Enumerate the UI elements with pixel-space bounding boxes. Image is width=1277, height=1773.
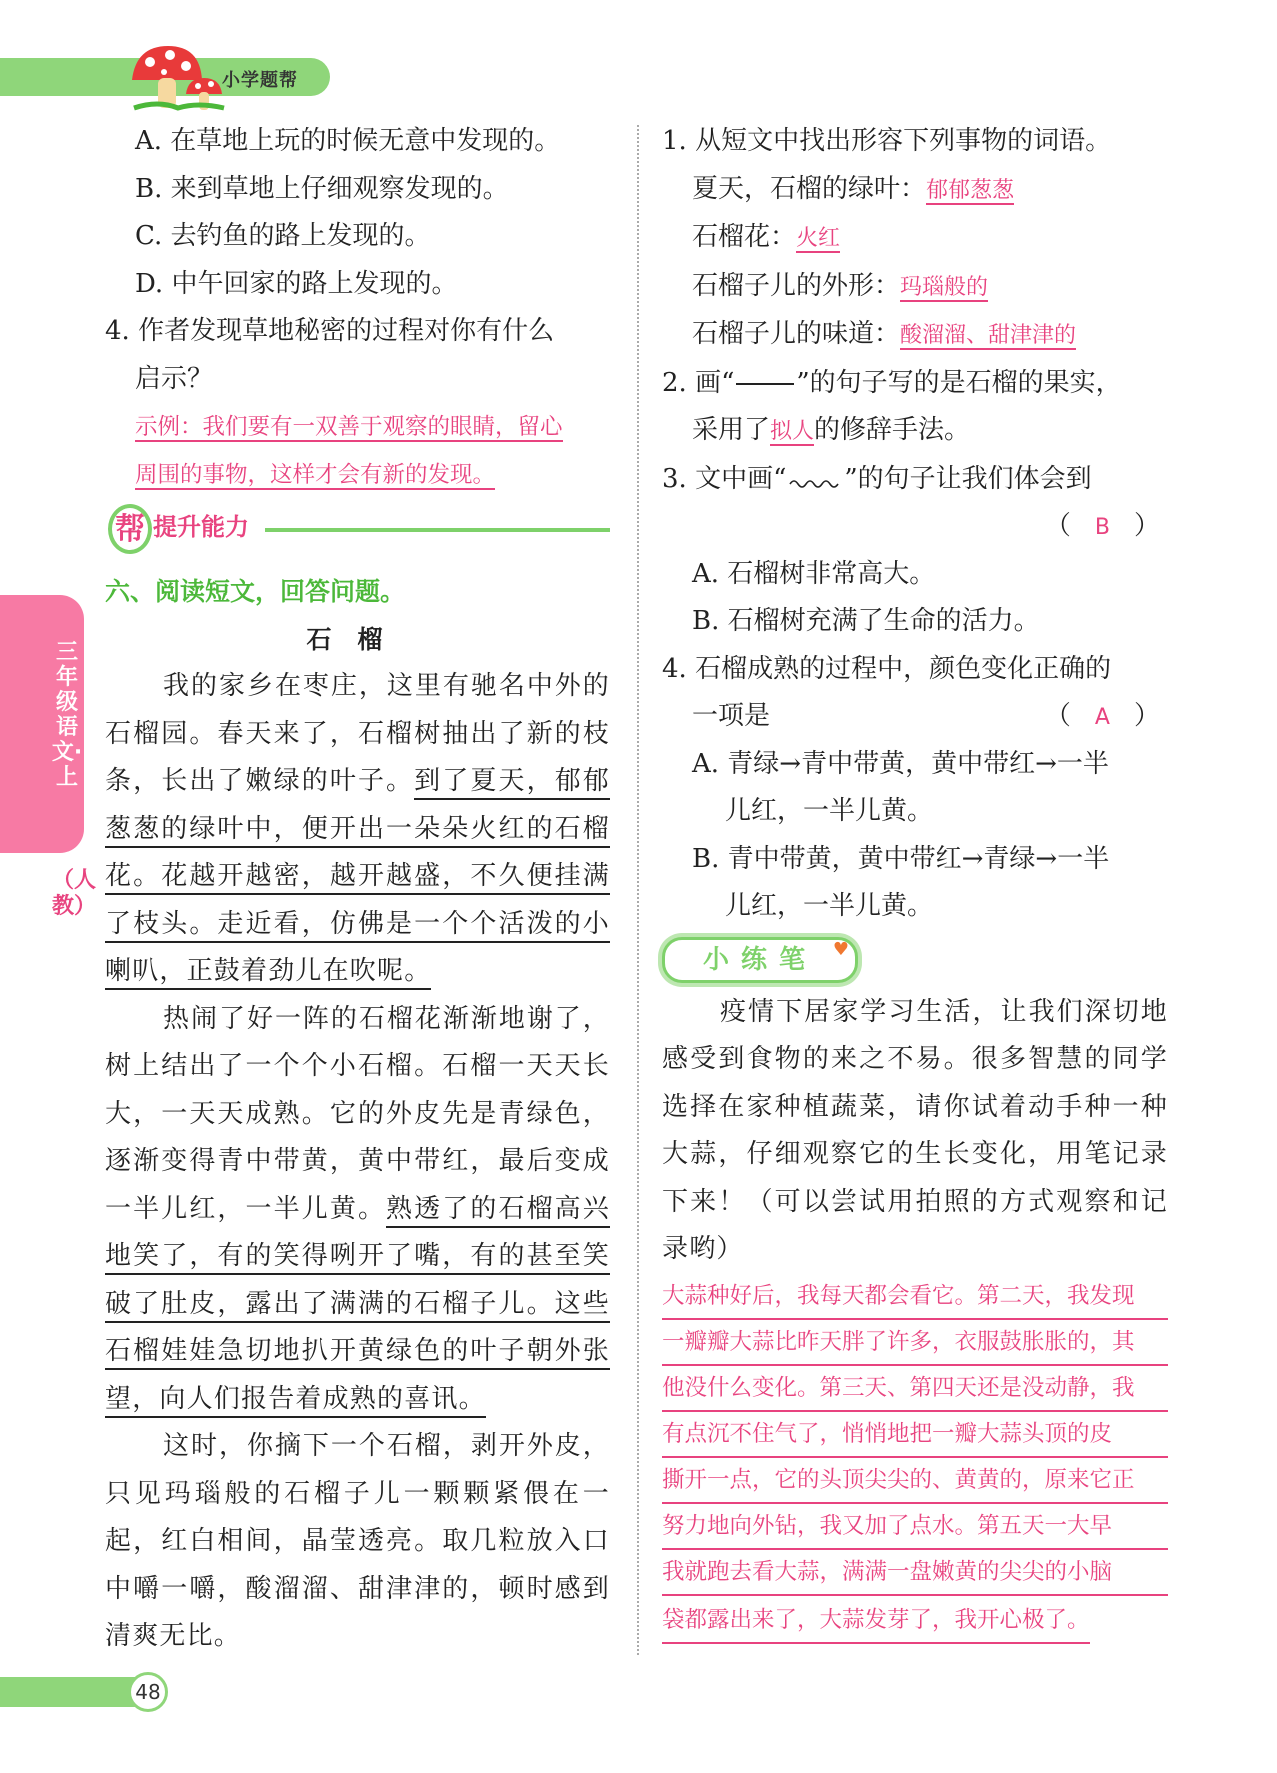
question-3-option-a: A. 石榴树非常高大。: [692, 558, 936, 589]
article-paragraph-3: 这时，你摘下一个石榴，剥开外皮，只见玛瑙般的石榴子儿一颗颗紧偎在一起，红白相间，晶莹透亮。取几粒放入口中嚼一嚼，酸溜溜、甜津津的，顿时感到清爽无比。: [105, 1431, 610, 1651]
question-2-pre: 2. 画“: [662, 367, 735, 398]
question-4-option-b-line1: B. 青中带黄，黄中带红→青绿→一半: [692, 843, 1110, 874]
task-heading: 六、阅读短文，回答问题。: [105, 577, 406, 606]
question-2-line2-post: 的修辞手法。: [814, 415, 971, 445]
section-header: [105, 498, 610, 568]
question-2-line2: [662, 407, 1168, 456]
item-label: 夏天，石榴的绿叶：: [692, 173, 927, 204]
heart-icon: ♥: [832, 938, 862, 960]
item-answer: 玛瑙般的: [900, 274, 989, 300]
page-number: 48: [128, 1672, 168, 1712]
practice-prompt: 疫情下居家学习生活，让我们深切地感受到食物的来之不易。很多智慧的同学选择在家种植蔬菜，请你试着动手种一种大蒜，仔细观察它的生长变化，用笔记录下来！（可以尝试用拍照的方式观察和记录哟）: [662, 996, 1168, 1264]
item-answer: 酸溜溜、甜津津的: [900, 323, 1077, 348]
item-answer: 郁郁葱葱: [926, 177, 1015, 203]
question-3-option-b: B. 石榴树充满了生命的活力。: [692, 606, 1040, 636]
item-label: 石榴子儿的外形：: [692, 270, 901, 301]
practice-header: [662, 931, 1168, 989]
section-rule: [265, 528, 610, 532]
question-4-option-a-line1: A. 青绿→青中带黄，黄中带红→一半: [692, 748, 1109, 779]
question-4-line1: 4. 作者发现草地秘密的过程对你有什么: [105, 316, 555, 346]
question-4-answer-line1: 示例：我们要有一双善于观察的眼睛，留心: [135, 414, 563, 440]
practice-answer-line: 努力地向外钻，我又加了点水。第五天一大早: [662, 1504, 1168, 1550]
grade-label: 三年级语文·上: [51, 640, 83, 790]
question-4-line2: [662, 693, 1168, 741]
article-paragraph-1: [105, 663, 610, 996]
question-2-answer: 拟人: [770, 419, 815, 444]
question-4-option-a-line2: 儿红，一半儿黄。: [725, 796, 934, 826]
paragraph-1-text: 我的家乡在枣庄，这里有驰名中外的石榴园。春天来了，石榴树抽出了新的枝条，长出了嫩绿的叶子。: [105, 671, 610, 796]
wavy-underline-sample: [788, 470, 842, 490]
question-4-option-b-line2: 儿红，一半儿黄。: [725, 891, 934, 921]
question-3-stem: [662, 456, 1168, 504]
practice-badge: [662, 937, 862, 983]
question-1-item: [662, 263, 1168, 312]
right-column: [662, 118, 1168, 1644]
paren-close: ）: [1133, 701, 1160, 731]
practice-answer-line: 大蒜种好后，我每天都会看它。第二天，我发现: [662, 1274, 1168, 1320]
straight-underline-sample: [736, 383, 794, 385]
question-2-line1: [662, 360, 1168, 408]
paragraph-2-underlined-text: 熟透了的石榴高兴地笑了，有的笑得咧开了嘴，有的甚至笑破了肚皮，露出了满满的石榴子儿。这些石榴娃娃急切地扒开黄绿色的叶子朝外张望，向人们报告着成熟的喜讯。: [105, 1194, 610, 1418]
practice-answer-line: 撕开一点，它的头顶尖尖的、黄黄的，原来它正: [662, 1458, 1168, 1504]
question-3-answer: B: [1094, 515, 1110, 540]
practice-badge-label: 小练笔: [703, 944, 818, 975]
edition-label: （人教）: [52, 868, 97, 919]
question-4-line2: 启示？: [135, 363, 214, 394]
question-1-stem: 1. 从短文中找出形容下列事物的词语。: [662, 126, 1112, 156]
question-4-line1: 4. 石榴成熟的过程中，颜色变化正确的: [662, 653, 1112, 684]
question-2-line2-pre: 采用了: [692, 415, 771, 445]
column-divider: [637, 125, 639, 1655]
paren-close: ）: [1133, 511, 1160, 541]
option-d: D. 中午回家的路上发现的。: [135, 268, 458, 299]
option-b: B. 来到草地上仔细观察发现的。: [135, 173, 509, 204]
question-1-item: [662, 311, 1168, 360]
question-4-answer-line2: 周围的事物，这样才会有新的发现。: [135, 461, 496, 488]
practice-answer-line: 袋都露出来了，大蒜发芽了，我开心极了。: [662, 1598, 1090, 1644]
question-2-post: ”的句子写的是石榴的果实，: [796, 367, 1122, 398]
item-label: 石榴花：: [692, 222, 797, 252]
option-a: A. 在草地上玩的时候无意中发现的。: [135, 126, 561, 156]
practice-answer-line: 我就跑去看大蒜，满满一盘嫩黄的尖尖的小脑: [662, 1550, 1168, 1596]
left-column: [105, 118, 610, 1661]
question-1-item: [662, 166, 1168, 215]
item-label: 石榴子儿的味道：: [692, 319, 901, 349]
question-4-answer: A: [1094, 705, 1110, 730]
brand-name: 小学题帮: [222, 70, 298, 91]
paren-open: （: [1044, 701, 1071, 731]
paren-open: （: [1044, 511, 1071, 541]
question-3-post: ”的句子让我们体会到: [844, 463, 1092, 494]
question-4-line2-text: 一项是: [692, 701, 771, 731]
practice-answer-line: 他没什么变化。第三天、第四天还是没动静，我: [662, 1366, 1168, 1412]
paragraph-2-text: 热闹了好一阵的石榴花渐渐地谢了，树上结出了一个个小石榴。石榴一天天长大，一天天成熟。它的外皮先是青绿色，逐渐变得青中带黄，黄中带红，最后变成一半儿红，一半儿黄。: [105, 1003, 610, 1224]
question-3-pre: 3. 文中画“: [662, 463, 787, 494]
option-c: C. 去钓鱼的路上发现的。: [135, 221, 431, 251]
mushroom-logo-icon: [128, 42, 228, 114]
section-title: 提升能力: [153, 513, 249, 541]
article-paragraph-2: [105, 996, 610, 1424]
question-1-item: [662, 214, 1168, 263]
article-title: 石榴: [306, 624, 409, 654]
section-badge: 帮: [108, 504, 152, 554]
question-3-answer-row: [662, 503, 1168, 551]
paragraph-1-underlined-text: 到了夏天，郁郁葱葱的绿叶中，便开出一朵朵火红的石榴花。花越开越密，越开越盛，不久便挂满了枝头。走近看，仿佛是一个个活泼的小喇叭，正鼓着劲儿在吹呢。: [105, 766, 610, 990]
practice-answer-line: 一瓣瓣大蒜比昨天胖了许多，衣服鼓胀胀的，其: [662, 1320, 1168, 1366]
practice-answer-line: 有点沉不住气了，悄悄地把一瓣大蒜头顶的皮: [662, 1412, 1168, 1458]
item-answer: 火红: [796, 226, 841, 251]
